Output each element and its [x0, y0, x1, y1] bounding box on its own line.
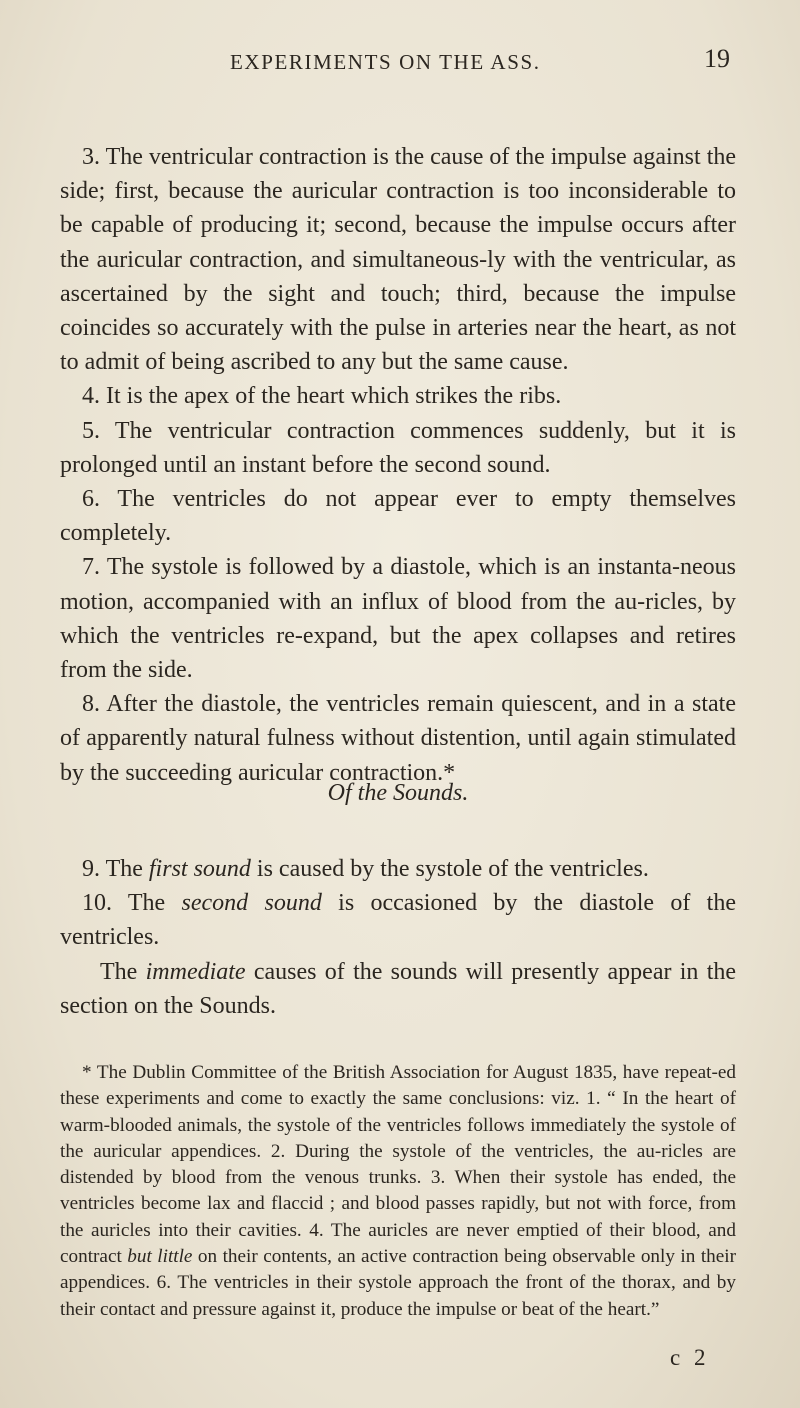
paragraph-5: 5. The ventricular contraction commences suddenly, but it is prolonged until an instant before the second sound.	[60, 417, 736, 478]
paragraph-6: 6. The ventricles do not appear ever to empty themselves completely.	[60, 486, 736, 547]
page-header	[230, 42, 730, 82]
italic-second-sound: second sound	[181, 890, 322, 917]
paragraph-immediate-causes: The immediate causes of the sounds will presently appear in the section on the Sounds.	[60, 958, 737, 1019]
footnote-text: * The Dublin Committee of the British Association for August 1835, have repeat-ed these experiments and come to exactly the same conclusions: viz. 1. “ In the heart of warm-blooded animals, the systole of the ventricles follows immediately the systole of the auricular appendices. 2. During the systole of the ventricles, the au-ricles are distended by blood from the venous trunks. 3. When their systole has ended, the ventricles become lax and flaccid ; and blood passes rapidly, but not with force, from the auricles into their cavities. 4. The auricles are never emptied of their blood, and contract but little on their contents, an active contraction being observable only in their appendices. 6. The ventricles in their systole approach the front of the thorax, and by their contact and pressure against it, produce the impulse or beat of the heart.”	[60, 1062, 736, 1320]
italic-first-sound: first sound	[148, 856, 251, 882]
section-heading: Of the Sounds.	[327, 780, 469, 806]
paragraph-8: 8. After the diastole, the ventricles remain quiescent, and in a state of apparently natural fulness without distention, until again stimulated by the succeeding auricular contraction.*	[60, 691, 736, 786]
paragraph-9: 9. The first sound is caused by the systole of the ventricles.	[82, 856, 649, 882]
paragraph-3: 3. The ventricular contraction is the cause of the impulse against the side; first, because the auricular contraction is too inconsiderable to be capable of producing it; second, because the impulse occurs after the auricular contraction, and simultaneous-ly with the ventricular, as ascertained by the sight and touch; third, because the impulse coincides so accurately with the pulse in arteries near the heart, as not to admit of being ascribed to any but the same cause.	[60, 144, 737, 376]
italic-but-little: but little	[127, 1246, 193, 1268]
page-number: 19	[704, 44, 730, 73]
running-title: EXPERIMENTS ON THE ASS.	[230, 50, 541, 74]
sounds-section	[60, 852, 736, 1023]
footnote	[60, 1060, 736, 1323]
italic-immediate: immediate	[145, 958, 246, 985]
paragraph-7: 7. The systole is followed by a diastole, which is an instanta-neous motion, accompanied with an influx of blood from the au-ricles, by which the ventricles re-expand, but the apex collapses and retires from the side.	[60, 554, 736, 684]
paragraph-10: 10. The second sound is occasioned by the diastole of the ventricles.	[60, 890, 737, 951]
main-text	[60, 140, 736, 790]
paragraph-4: 4. It is the apex of the heart which strikes the ribs.	[82, 383, 562, 410]
signature-mark: c 2	[670, 1345, 710, 1370]
